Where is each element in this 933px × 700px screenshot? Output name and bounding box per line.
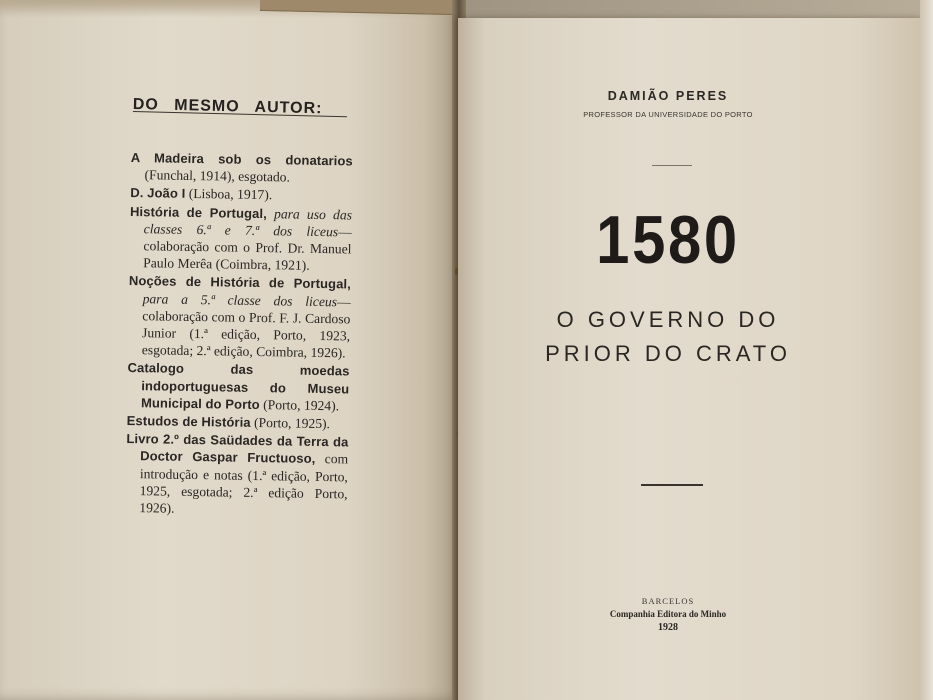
work-title: Estudos de História xyxy=(126,413,251,430)
list-item xyxy=(127,359,350,414)
divider xyxy=(641,484,703,486)
book-subtitle-line2: PRIOR DO CRATO xyxy=(545,341,791,366)
work-details: (Porto, 1924). xyxy=(259,396,340,414)
book-title-year: 1580 xyxy=(596,202,740,278)
background-surface xyxy=(920,0,933,700)
work-details: —colaboração com o Prof. Dr. Manuel Paulo Merêa (Coimbra, 1921). xyxy=(143,224,352,274)
work-title: História de Portugal, xyxy=(129,203,268,221)
book-subtitle-line1: O GOVERNO DO xyxy=(556,307,780,332)
work-title: A Madeira sob os donatarios xyxy=(130,149,353,169)
list-item xyxy=(127,412,349,433)
work-details: (Porto, 1925). xyxy=(250,414,331,432)
divider xyxy=(652,165,692,166)
work-title: D. João I xyxy=(130,185,186,202)
work-title: Livro 2.º das Saüdades da Terra da Doctor Gaspar Fructuoso, xyxy=(126,431,349,467)
work-title: Noções de História de Portugal, xyxy=(128,273,352,292)
work-note: para a 5.ª classe dos liceus xyxy=(142,290,338,309)
work-title: Catalogo das moedas indoportuguesas do Museu Municipal do Porto xyxy=(127,360,350,412)
works-list xyxy=(125,149,353,521)
work-details: (Funchal, 1914), esgotado. xyxy=(144,167,291,185)
work-note: para uso das classes 6.ª e 7.ª dos liceus xyxy=(143,205,353,240)
list-item xyxy=(125,430,348,519)
list-item xyxy=(129,203,352,275)
works-heading: DO MESMO AUTOR: xyxy=(132,96,323,118)
author-affiliation: PROFESSOR DA UNIVERSIDADE DO PORTO xyxy=(583,110,753,119)
list-item xyxy=(128,272,351,361)
publication-place: BARCELOS xyxy=(641,596,695,606)
work-details: com introdução e notas (1.ª edição, Porto, 1925, esgotada; 2.ª edição Porto, 1926). xyxy=(139,451,349,516)
work-details: —colaboração com o Prof. F. J. Cardoso Junior (1.ª edição, Porto, 1923, esgotada; 2.ª edição, Coimbra, 1926). xyxy=(141,293,351,361)
publication-year: 1928 xyxy=(658,622,678,633)
list-item xyxy=(130,149,353,187)
list-item xyxy=(130,184,352,205)
author-name: DAMIÃO PERES xyxy=(607,89,729,103)
work-details: (Lisboa, 1917). xyxy=(185,186,273,203)
publisher-name: Companhia Editora do Minho xyxy=(609,609,727,619)
